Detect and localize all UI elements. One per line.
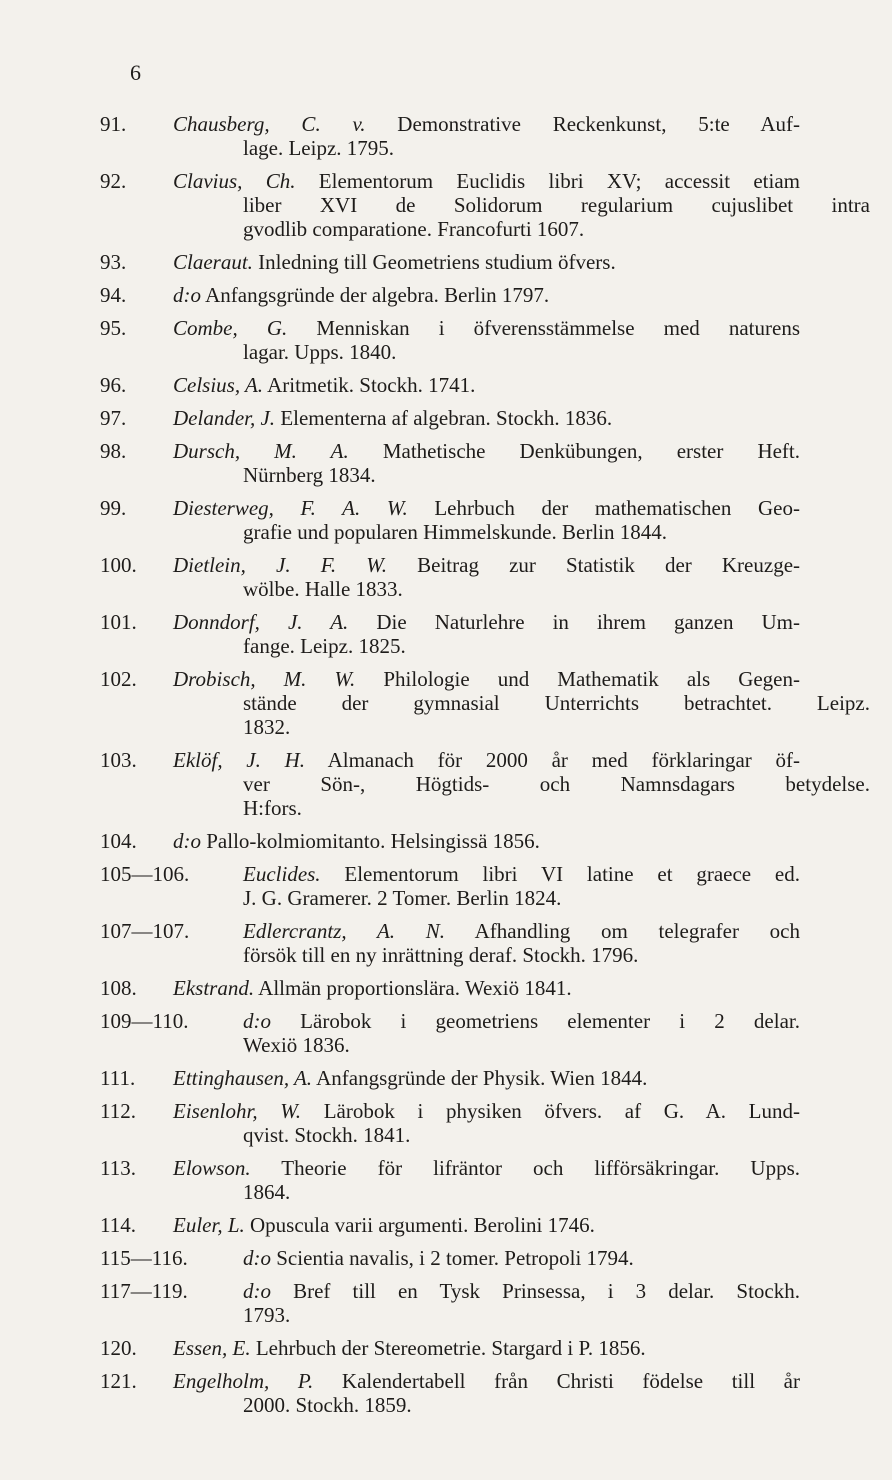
entry-text: J. G. Gramerer. 2 Tomer. Berlin 1824. [243, 886, 562, 910]
entry-text: 1864. [243, 1180, 291, 1204]
entry-author: d:o [243, 1246, 271, 1270]
entry-author: Ekstrand. [173, 976, 255, 1000]
entry-first-line [173, 1066, 800, 1090]
entry-text: Almanach för 2000 år med förklaringar öf- [327, 748, 800, 772]
bibliography-list [100, 112, 870, 1426]
entry-text: 1793. [243, 1303, 291, 1327]
bibliography-entry [100, 1369, 800, 1417]
entry-first-line [173, 316, 800, 340]
entry-author: Donndorf, J. A. [173, 610, 349, 634]
entry-author: Dursch, M. A. [173, 439, 349, 463]
entry-text: Bref till en Tysk Prinsessa, i 3 delar. Stockh. [293, 1279, 800, 1303]
entry-text: Beitrag zur Statistik der Kreuzge- [417, 553, 801, 577]
entry-text: Elementorum libri VI latine et graece ed. [344, 862, 801, 886]
entry-number: 94. [100, 283, 127, 307]
bibliography-entry [100, 169, 870, 241]
entry-text: Lärobok i geometriens elementer i 2 delar. [300, 1009, 800, 1033]
bibliography-entry [100, 316, 800, 364]
entry-text: Elementerna af algebran. Stockh. 1836. [280, 406, 613, 430]
entry-number: 99. [100, 496, 127, 520]
entry-number: 111. [100, 1066, 136, 1090]
entry-first-line [173, 610, 800, 634]
entry-text: stände der gymnasial Unterrichts betrachtet. Leipz. [243, 691, 870, 715]
bibliography-entry [100, 1246, 800, 1270]
entry-author: Drobisch, M. W. [173, 667, 356, 691]
entry-author: d:o [173, 283, 201, 307]
entry-text: gvodlib comparatione. Francofurti 1607. [243, 217, 585, 241]
entry-text: Afhandling om telegrafer och [474, 919, 800, 943]
entry-first-line [173, 439, 800, 463]
bibliography-entry [100, 1336, 800, 1360]
entry-number: 95. [100, 316, 127, 340]
entry-number: 115—116. [100, 1246, 188, 1270]
entry-first-line [173, 667, 800, 691]
entry-first-line [173, 976, 800, 1000]
bibliography-entry [100, 112, 800, 160]
entry-text: Elementorum Euclidis libri XV; accessit etiam [318, 169, 800, 193]
entry-author: Eisenlohr, W. [173, 1099, 302, 1123]
entry-number: 107—107. [100, 919, 190, 943]
entry-first-line [243, 1246, 800, 1270]
entry-text: wölbe. Halle 1833. [243, 577, 403, 601]
entry-number: 100. [100, 553, 137, 577]
bibliography-entry [100, 439, 800, 487]
entry-text: fange. Leipz. 1825. [243, 634, 406, 658]
entry-first-line [173, 1099, 800, 1123]
bibliography-entry [100, 373, 800, 397]
bibliography-entry [100, 496, 800, 544]
entry-author: Elowson. [173, 1156, 251, 1180]
entry-first-line [173, 1156, 800, 1180]
entry-author: Euler, L. [173, 1213, 245, 1237]
entry-first-line [173, 496, 800, 520]
entry-text: lage. Leipz. 1795. [243, 136, 395, 160]
entry-text: Aritmetik. Stockh. 1741. [267, 373, 476, 397]
entry-first-line [173, 373, 800, 397]
entry-author: Dietlein, J. F. W. [173, 553, 388, 577]
bibliography-entry [100, 1099, 800, 1147]
bibliography-entry [100, 919, 800, 967]
entry-author: Diesterweg, F. A. W. [173, 496, 408, 520]
entry-text: Demonstrative Reckenkunst, 5:te Auf- [397, 112, 801, 136]
entry-first-line [173, 1369, 800, 1393]
entry-number: 101. [100, 610, 137, 634]
entry-number: 121. [100, 1369, 137, 1393]
entry-number: 97. [100, 406, 127, 430]
entry-text: Nürnberg 1834. [243, 463, 376, 487]
entry-number: 117—119. [100, 1279, 188, 1303]
entry-author: Ettinghausen, A. [173, 1066, 313, 1090]
entry-text: lagar. Upps. 1840. [243, 340, 397, 364]
entry-text: Anfangsgründe der Physik. Wien 1844. [316, 1066, 648, 1090]
entry-number: 105—106. [100, 862, 190, 886]
entry-text: försök till en ny inrättning deraf. Stockh. 1796. [243, 943, 639, 967]
page-number: 6 [130, 60, 141, 85]
entry-number: 96. [100, 373, 127, 397]
entry-first-line [173, 829, 800, 853]
entry-text: Menniskan i öfverensstämmelse med naturens [316, 316, 800, 340]
entry-first-line [173, 169, 800, 193]
entry-number: 104. [100, 829, 137, 853]
entry-author: d:o [243, 1009, 271, 1033]
bibliography-entry [100, 667, 870, 739]
entry-text: Lärobok i physiken öfvers. af G. A. Lund- [323, 1099, 801, 1123]
entry-text: ver Sön-, Högtids- och Namnsdagars betydelse. [243, 772, 870, 796]
entry-text: grafie und popularen Himmelskunde. Berlin 1844. [243, 520, 667, 544]
entry-text: 1832. [243, 715, 291, 739]
bibliography-entry [100, 553, 800, 601]
entry-number: 98. [100, 439, 127, 463]
entry-text: Lehrbuch der mathematischen Geo- [434, 496, 800, 520]
bibliography-entry [100, 1156, 800, 1204]
entry-number: 109—110. [100, 1009, 189, 1033]
bibliography-entry [100, 610, 800, 658]
entry-first-line [243, 1279, 800, 1303]
bibliography-entry [100, 1279, 800, 1327]
entry-text: qvist. Stockh. 1841. [243, 1123, 411, 1147]
bibliography-entry [100, 406, 800, 430]
entry-first-line [173, 748, 800, 772]
entry-number: 120. [100, 1336, 137, 1360]
entry-text: Anfangsgründe der algebra. Berlin 1797. [205, 283, 550, 307]
entry-number: 91. [100, 112, 127, 136]
bibliography-entry [100, 1009, 800, 1057]
bibliography-entry [100, 976, 800, 1000]
entry-text: Allmän proportionslära. Wexiö 1841. [258, 976, 572, 1000]
entry-text: Scientia navalis, i 2 tomer. Petropoli 1794. [276, 1246, 634, 1270]
entry-author: Essen, E. [173, 1336, 251, 1360]
entry-first-line [243, 862, 800, 886]
entry-text: Die Naturlehre in ihrem ganzen Um- [376, 610, 800, 634]
entry-number: 103. [100, 748, 137, 772]
entry-text: H:fors. [243, 796, 302, 820]
entry-author: Engelholm, P. [173, 1369, 314, 1393]
entry-text: Opuscula varii argumenti. Berolini 1746. [250, 1213, 595, 1237]
entry-text: Theorie för lifräntor och lifförsäkringar. Upps. [281, 1156, 800, 1180]
entry-text: Lehrbuch der Stereometrie. Stargard i P. 1856. [255, 1336, 646, 1360]
entry-author: Edlercrantz, A. N. [243, 919, 446, 943]
bibliography-entry [100, 829, 800, 853]
entry-first-line [173, 1213, 800, 1237]
entry-first-line [173, 553, 800, 577]
entry-author: Combe, G. [173, 316, 288, 340]
entry-author: Eklöf, J. H. [173, 748, 306, 772]
entry-text: Philologie und Mathematik als Gegen- [383, 667, 800, 691]
entry-first-line [173, 406, 800, 430]
entry-number: 93. [100, 250, 127, 274]
entry-first-line [173, 283, 800, 307]
entry-author: Delander, J. [173, 406, 276, 430]
bibliography-entry [100, 250, 800, 274]
entry-first-line [173, 250, 800, 274]
bibliography-entry [100, 748, 870, 820]
bibliography-entry [100, 1213, 800, 1237]
entry-first-line [243, 919, 800, 943]
bibliography-entry [100, 283, 800, 307]
entry-text: Mathetische Denkübungen, erster Heft. [382, 439, 801, 463]
entry-number: 114. [100, 1213, 136, 1237]
entry-author: d:o [243, 1279, 271, 1303]
entry-text: Kalendertabell från Christi födelse till år [341, 1369, 800, 1393]
entry-number: 102. [100, 667, 137, 691]
entry-number: 92. [100, 169, 127, 193]
entry-author: d:o [173, 829, 201, 853]
entry-author: Clavius, Ch. [173, 169, 296, 193]
entry-text: liber XVI de Solidorum regularium cujuslibet intra [243, 193, 870, 217]
entry-text: 2000. Stockh. 1859. [243, 1393, 412, 1417]
entry-text: Inledning till Geometriens studium öfvers. [258, 250, 616, 274]
entry-first-line [173, 1336, 800, 1360]
bibliography-entry [100, 1066, 800, 1090]
entry-number: 112. [100, 1099, 136, 1123]
entry-first-line [173, 112, 800, 136]
entry-text: Wexiö 1836. [243, 1033, 350, 1057]
entry-first-line [243, 1009, 800, 1033]
entry-number: 108. [100, 976, 137, 1000]
entry-author: Euclides. [243, 862, 321, 886]
entry-author: Celsius, A. [173, 373, 264, 397]
entry-author: Claeraut. [173, 250, 253, 274]
bibliography-entry [100, 862, 800, 910]
entry-text: Pallo-kolmiomitanto. Helsingissä 1856. [206, 829, 540, 853]
entry-author: Chausberg, C. v. [173, 112, 366, 136]
entry-number: 113. [100, 1156, 136, 1180]
